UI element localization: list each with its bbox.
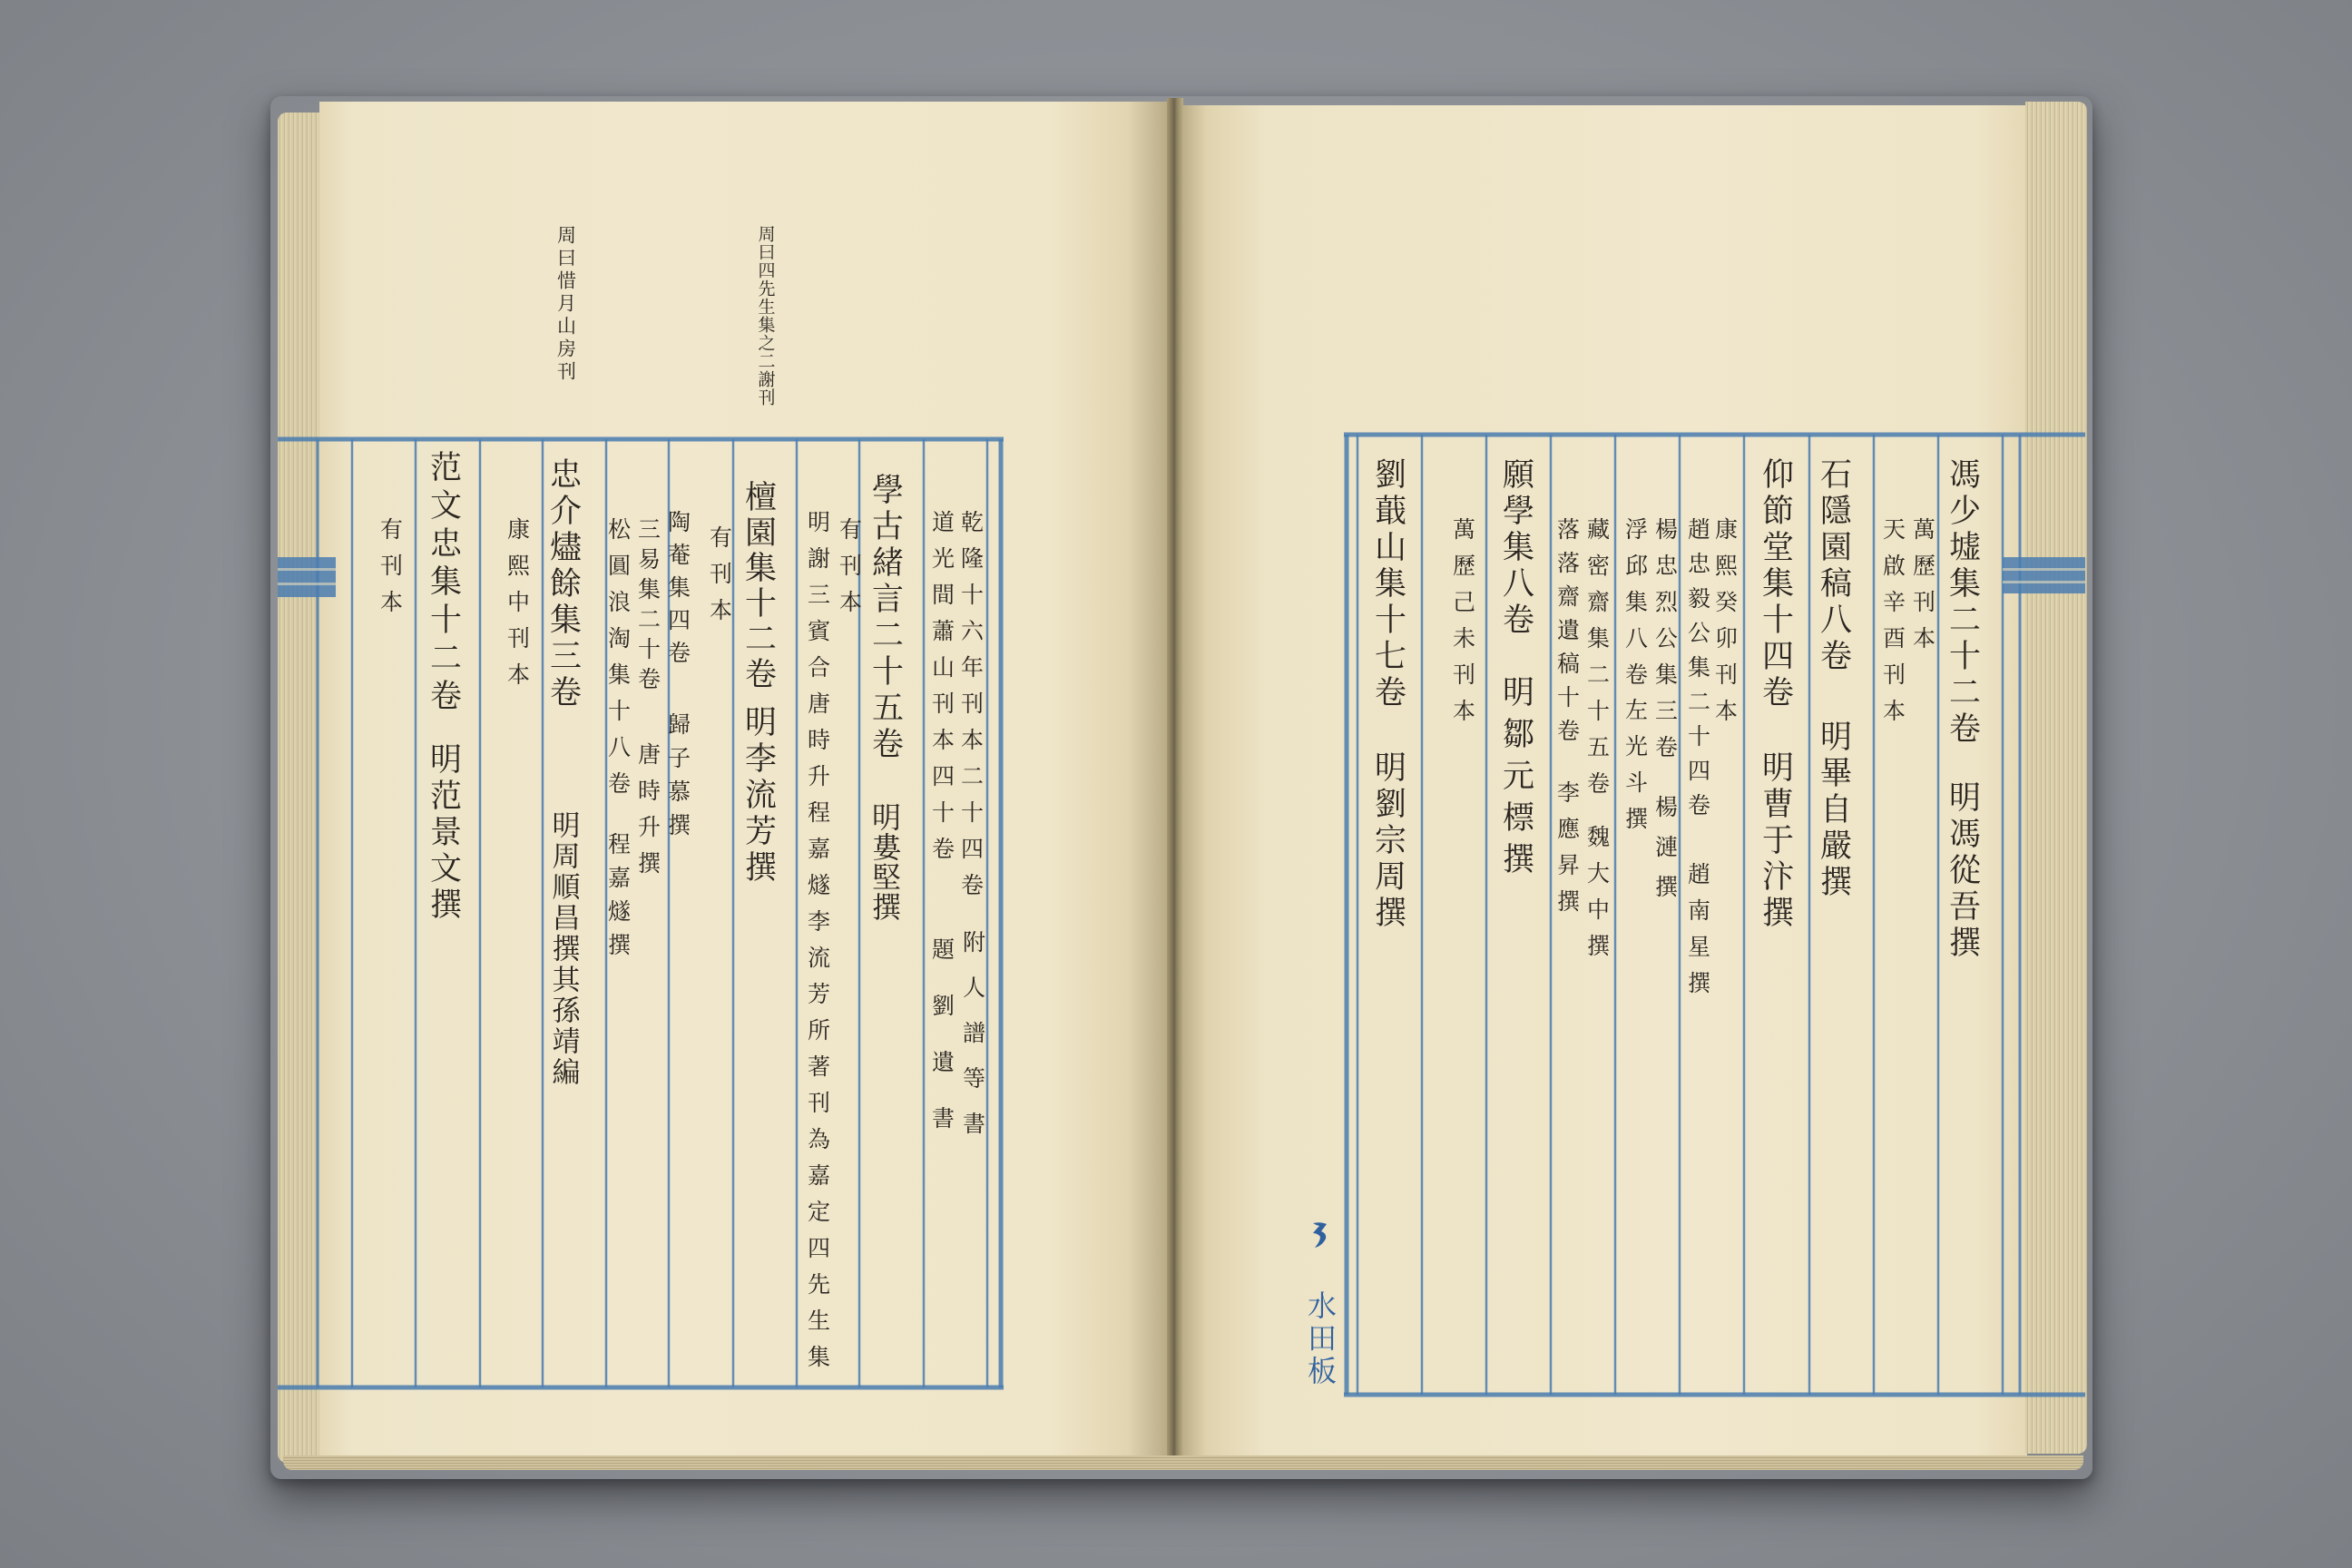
edition-note-continuation: 題劉遺書	[928, 937, 956, 1162]
sub-entry-author: 李應昇撰	[1553, 780, 1581, 926]
catalog-entry-title: 學古緒言二十五卷	[867, 473, 904, 763]
edition-note: 有刊本	[706, 525, 733, 634]
margin-note: 周曰四先生集之二謝刊	[755, 225, 776, 407]
sub-entry-title: 藏密齋集二十五卷	[1583, 517, 1611, 808]
catalog-entry-author: 明劉宗周撰	[1369, 750, 1406, 932]
sub-entry-title: 落落齋遺稿十卷	[1553, 517, 1581, 752]
catalog-entry-title: 劉蕺山集十七卷	[1369, 457, 1406, 711]
catalog-entry-title: 仰節堂集十四卷	[1757, 457, 1794, 711]
edition-note: 乾隆十六年刊本二十四卷	[957, 510, 985, 909]
edition-note: 萬歷刊本	[1909, 517, 1936, 662]
block-maker-stamp: 水田板	[1303, 1290, 1338, 1388]
catalog-entry-title: 檀園集十二卷	[740, 480, 777, 692]
catalog-entry-title: 願學集八卷	[1497, 457, 1534, 639]
edition-note: 萬歷己未刊本	[1449, 517, 1476, 735]
catalog-entry-author: 明馮從吾撰	[1944, 780, 1981, 962]
catalog-entry-title: 忠介燼餘集三卷	[544, 457, 582, 711]
catalog-entry-title: 馮少墟集二十二卷	[1944, 457, 1981, 748]
hook-mark-icon	[1308, 1220, 1332, 1250]
catalog-entry-title: 范文忠集十二卷	[425, 450, 462, 717]
left-fore-edge	[278, 113, 323, 1463]
margin-note: 周曰惜月山房刊	[554, 225, 577, 384]
sub-entry-author: 楊漣撰	[1651, 795, 1679, 915]
right-fore-edge	[2025, 102, 2087, 1454]
book-gutter	[1167, 98, 1183, 1465]
catalog-entry-author: 明曹于汴撰	[1757, 750, 1794, 932]
bottom-page-edges	[283, 1455, 2083, 1470]
catalog-entry-author: 明畢自嚴撰	[1815, 720, 1852, 901]
edition-note-continuation: 附人譜等書	[959, 930, 986, 1157]
sub-entry-author: 歸子慕撰	[664, 712, 691, 847]
sub-entry-title: 浮邱集八卷	[1622, 517, 1649, 699]
catalog-entry-author: 明李流芳撰	[740, 705, 777, 887]
sub-entry-author: 魏大中撰	[1583, 825, 1611, 970]
edition-note: 康熙中刊本	[504, 517, 531, 699]
edition-note: 道光間蕭山刊本四十卷	[928, 510, 956, 873]
sub-entry-title: 楊忠烈公集三卷	[1651, 517, 1679, 771]
catalog-entry-author: 明范景文撰	[425, 742, 462, 924]
sub-entry-title: 松圓浪淘集十八卷	[604, 517, 632, 808]
sub-entry-title: 陶菴集四卷	[664, 510, 691, 673]
sub-entry-author: 趙南星撰	[1684, 862, 1711, 1007]
edition-note: 明謝三賓合唐時升程嘉燧李流芳所著刊為嘉定四先生集	[804, 510, 831, 1381]
sub-entry-author: 程嘉燧撰	[604, 832, 632, 966]
edition-note: 天啟辛酉刊本	[1879, 517, 1906, 735]
sub-entry-author: 左光斗撰	[1622, 698, 1649, 843]
edition-note: 有刊本	[836, 517, 863, 626]
edition-note: 有刊本	[377, 517, 404, 626]
catalog-entry-title: 石隱園稿八卷	[1815, 457, 1852, 675]
catalog-entry-author: 明鄒元標撰	[1497, 675, 1534, 884]
sub-entry-title: 三易集二十卷	[634, 517, 662, 697]
sub-entry-title: 趙忠毅公集二十四卷	[1684, 517, 1711, 828]
edition-note: 康熙癸卯刊本	[1711, 517, 1739, 735]
catalog-entry-author: 明婁堅撰	[867, 802, 902, 922]
catalog-entry-author: 明周順昌撰其孫靖編	[546, 810, 580, 1088]
sub-entry-author: 唐時升撰	[634, 742, 662, 887]
